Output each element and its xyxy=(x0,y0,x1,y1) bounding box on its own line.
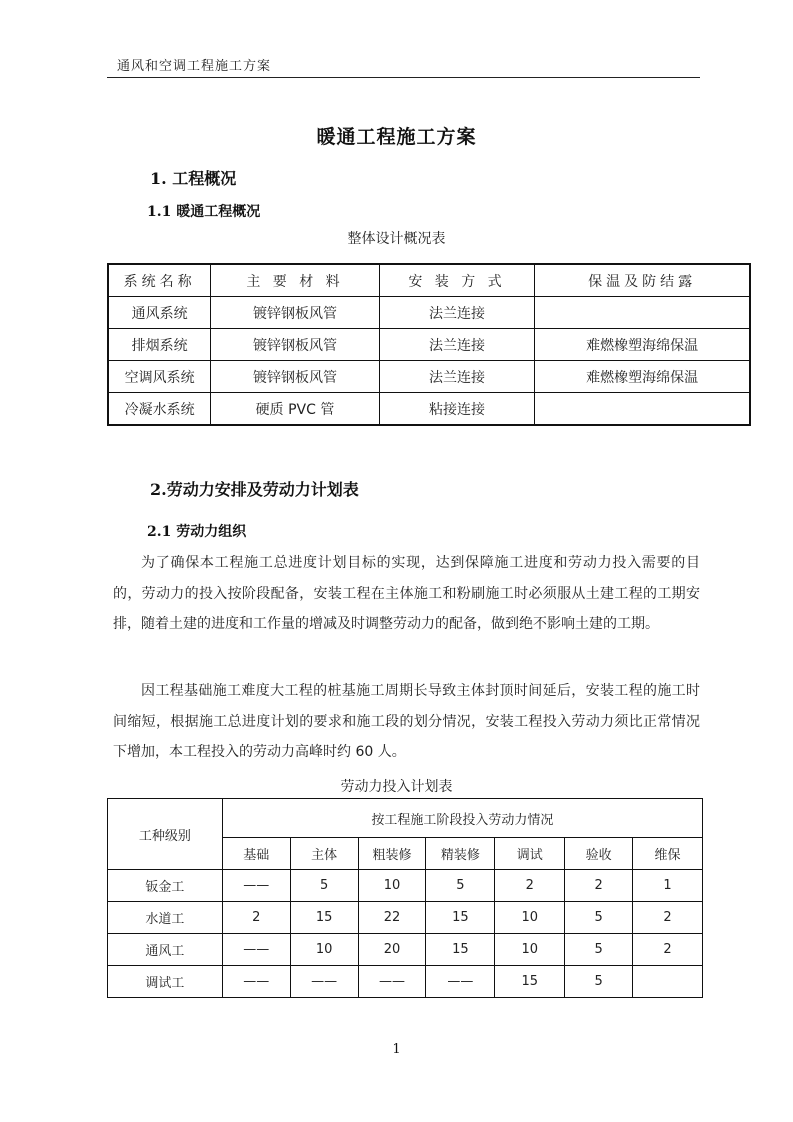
table-cell: 2 xyxy=(565,870,633,902)
column-header: 主体 xyxy=(290,838,358,870)
table-cell: 空调风系统 xyxy=(108,361,211,393)
table-cell: 5 xyxy=(565,934,633,966)
table-cell: 镀锌钢板风管 xyxy=(211,361,379,393)
table-cell: 难燃橡塑海绵保温 xyxy=(535,361,750,393)
table-cell: 2 xyxy=(495,870,565,902)
table-cell: 2 xyxy=(633,934,703,966)
table-cell: —— xyxy=(358,966,426,998)
table-cell: 2 xyxy=(222,902,290,934)
section-1-heading: 1. 工程概况 xyxy=(150,169,237,188)
table-cell: 15 xyxy=(426,902,495,934)
table-cell: 5 xyxy=(565,902,633,934)
table-cell xyxy=(633,966,703,998)
table-cell: —— xyxy=(290,966,358,998)
table-row xyxy=(108,870,703,902)
table-row xyxy=(108,329,750,361)
column-header: 安 装 方 式 xyxy=(379,264,535,297)
table-cell: 10 xyxy=(495,902,565,934)
table-cell: 22 xyxy=(358,902,426,934)
table-header-row xyxy=(108,264,750,297)
table-cell: 10 xyxy=(495,934,565,966)
table-cell: 镀锌钢板风管 xyxy=(211,329,379,361)
table-cell: 10 xyxy=(290,934,358,966)
table-cell: 5 xyxy=(565,966,633,998)
table-cell: 法兰连接 xyxy=(379,329,535,361)
table-row xyxy=(108,934,703,966)
row-header-cell: 工种级别 xyxy=(108,799,223,870)
column-header: 维保 xyxy=(633,838,703,870)
table-cell: 难燃橡塑海绵保温 xyxy=(535,329,750,361)
column-header: 系统名称 xyxy=(108,264,211,297)
paragraph: 因工程基础施工难度大工程的桩基施工周期长导致主体封顶时间延后，安装工程的施工时间缩短，根据施工总进度计划的要求和施工段的划分情况，安装工程投入劳动力须比正常情况下增加，本工程投入的劳动力高峰时约 60 人。 xyxy=(113,683,700,760)
column-header: 基础 xyxy=(222,838,290,870)
column-header: 主 要 材 料 xyxy=(211,264,379,297)
column-header: 调试 xyxy=(495,838,565,870)
running-header: 通风和空调工程施工方案 xyxy=(117,59,272,74)
section-2-1-heading: 2.1 劳动力组织 xyxy=(147,524,247,540)
table-cell: 2 xyxy=(633,902,703,934)
table-row xyxy=(108,393,750,426)
table-cell: 1 xyxy=(633,870,703,902)
table-cell: —— xyxy=(222,934,290,966)
column-header: 粗装修 xyxy=(358,838,426,870)
table-cell: 15 xyxy=(290,902,358,934)
table-cell: 调试工 xyxy=(108,966,223,998)
labor-plan-table xyxy=(107,798,703,998)
table-cell: 20 xyxy=(358,934,426,966)
section-2-heading: 2.劳动力安排及劳动力计划表 xyxy=(150,480,359,499)
table-cell: 通风工 xyxy=(108,934,223,966)
column-header: 精装修 xyxy=(426,838,495,870)
table-cell: 排烟系统 xyxy=(108,329,211,361)
table-cell: 法兰连接 xyxy=(379,361,535,393)
table-cell: 15 xyxy=(426,934,495,966)
table-cell: 粘接连接 xyxy=(379,393,535,426)
table-cell: 冷凝水系统 xyxy=(108,393,211,426)
table-cell: 水道工 xyxy=(108,902,223,934)
column-header: 验收 xyxy=(565,838,633,870)
table-row xyxy=(108,966,703,998)
table-cell xyxy=(535,297,750,329)
table-header-row xyxy=(108,799,703,838)
table-row xyxy=(108,297,750,329)
page-number: 1 xyxy=(392,1042,401,1057)
table-row xyxy=(108,361,750,393)
group-header-cell: 按工程施工阶段投入劳动力情况 xyxy=(222,799,702,838)
table-cell: 5 xyxy=(290,870,358,902)
table-cell xyxy=(535,393,750,426)
table-cell: —— xyxy=(222,870,290,902)
table-cell: 法兰连接 xyxy=(379,297,535,329)
table-row xyxy=(108,902,703,934)
column-header: 保温及防结露 xyxy=(535,264,750,297)
table-cell: 5 xyxy=(426,870,495,902)
labor-table-caption: 劳动力投入计划表 xyxy=(340,779,453,795)
document-title: 暖通工程施工方案 xyxy=(316,126,477,148)
table-cell: 10 xyxy=(358,870,426,902)
table-cell: —— xyxy=(222,966,290,998)
design-overview-table xyxy=(107,263,751,426)
table-cell: —— xyxy=(426,966,495,998)
design-table-caption: 整体设计概况表 xyxy=(347,231,446,247)
paragraph: 为了确保本工程施工总进度计划目标的实现，达到保障施工进度和劳动力投入需要的目的，劳动力的投入按阶段配备，安装工程在主体施工和粉刷施工时必须服从土建工程的工期安排，随着土建的进度和工作量的增减及时调整劳动力的配备，做到绝不影响土建的工期。 xyxy=(113,555,700,632)
header-rule xyxy=(107,77,700,78)
table-cell: 通风系统 xyxy=(108,297,211,329)
table-cell: 硬质 PVC 管 xyxy=(211,393,379,426)
table-cell: 镀锌钢板风管 xyxy=(211,297,379,329)
table-cell: 15 xyxy=(495,966,565,998)
section-1-1-heading: 1.1 暖通工程概况 xyxy=(147,204,261,220)
table-cell: 钣金工 xyxy=(108,870,223,902)
